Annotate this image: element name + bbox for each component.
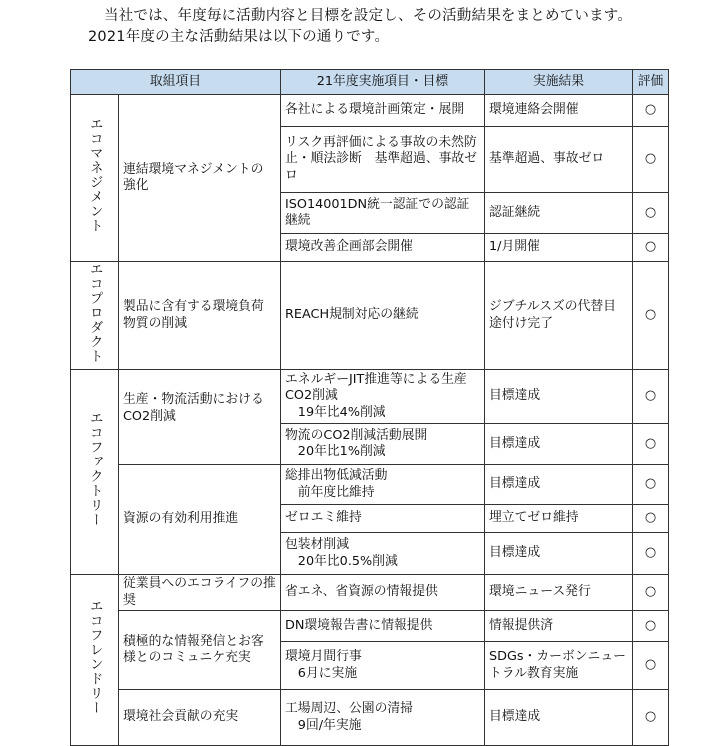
result-cell: 目標達成 (485, 370, 633, 424)
result-cell: SDGs・カーボンニュートラル教育実施 (485, 642, 633, 690)
intro-line-2: 2021年度の主な活動結果は以下の通りです。 (88, 29, 390, 45)
plan-cell: ISO14001DN統一認証での認証継続 (281, 193, 485, 234)
result-cell: 目標達成 (485, 533, 633, 575)
result-cell: 目標達成 (485, 690, 633, 746)
result-cell: 環境連絡会開催 (485, 95, 633, 127)
table-row (71, 370, 669, 424)
plan-cell: ゼロエミ維持 (281, 505, 485, 533)
plan-cell: REACH規制対応の継続 (281, 262, 485, 370)
category-eco-management: エコマネジメント (71, 95, 119, 262)
activity-results-table (70, 69, 669, 746)
plan-cell: 環境改善企画部会開催 (281, 234, 485, 262)
item-product-substances: 製品に含有する環境負荷物質の削減 (119, 262, 281, 370)
item-social-contribution: 環境社会貢献の充実 (119, 690, 281, 746)
plan-cell: エネルギーJIT推進等による生産CO2削減 19年比4%削減 (281, 370, 485, 424)
table-row (71, 611, 669, 642)
result-cell: 基準超過、事故ゼロ (485, 127, 633, 193)
intro-text (88, 6, 632, 48)
plan-cell: 包装材削減 20年比0.5%削減 (281, 533, 485, 575)
eval-cell: ○ (633, 424, 669, 465)
plan-cell: 物流のCO2削減活動展開 20年比1%削減 (281, 424, 485, 465)
item-consolidated-env: 連結環境マネジメントの強化 (119, 95, 281, 262)
eval-cell: ○ (633, 262, 669, 370)
table-row (71, 575, 669, 611)
plan-cell: 工場周辺、公園の清掃 9回/年実施 (281, 690, 485, 746)
item-eco-life: 従業員へのエコライフの推奨 (119, 575, 281, 611)
result-cell: 環境ニュース発行 (485, 575, 633, 611)
eval-cell: ○ (633, 127, 669, 193)
result-cell: ジブチルスズの代替目途付け完了 (485, 262, 633, 370)
result-cell: 目標達成 (485, 424, 633, 465)
result-cell: 目標達成 (485, 465, 633, 505)
plan-cell: 総排出物低減活動 前年度比維持 (281, 465, 485, 505)
table-row (71, 465, 669, 505)
eval-cell: ○ (633, 533, 669, 575)
eval-cell: ○ (633, 575, 669, 611)
result-cell: 認証継続 (485, 193, 633, 234)
plan-cell: リスク再評価による事故の未然防止・順法診断 基準超過、事故ゼロ (281, 127, 485, 193)
plan-cell: 各社による環境計画策定・展開 (281, 95, 485, 127)
header-plan: 21年度実施項目・目標 (281, 70, 485, 95)
eval-cell: ○ (633, 370, 669, 424)
table-row (71, 262, 669, 370)
eval-cell: ○ (633, 193, 669, 234)
item-co2-reduction: 生産・物流活動におけるCO2削減 (119, 370, 281, 465)
header-eval: 評価 (633, 70, 669, 95)
eval-cell: ○ (633, 690, 669, 746)
item-communication: 積極的な情報発信とお客様とのコミュニケ充実 (119, 611, 281, 690)
eval-cell: ○ (633, 234, 669, 262)
header-item: 取組項目 (71, 70, 281, 95)
plan-cell: DN環境報告書に情報提供 (281, 611, 485, 642)
eval-cell: ○ (633, 642, 669, 690)
header-result: 実施結果 (485, 70, 633, 95)
category-eco-friendly: エコフレンドリー (71, 575, 119, 746)
item-resource-use: 資源の有効利用推進 (119, 465, 281, 575)
eval-cell: ○ (633, 95, 669, 127)
eval-cell: ○ (633, 465, 669, 505)
plan-cell: 省エネ、省資源の情報提供 (281, 575, 485, 611)
category-eco-product: エコプロダクト (71, 262, 119, 370)
header-row (71, 70, 669, 95)
result-cell: 埋立てゼロ維持 (485, 505, 633, 533)
category-eco-factory: エコファクトリー (71, 370, 119, 575)
table-row (71, 95, 669, 127)
eval-cell: ○ (633, 505, 669, 533)
plan-cell: 環境月間行事 6月に実施 (281, 642, 485, 690)
result-cell: 1/月開催 (485, 234, 633, 262)
intro-line-1: 当社では、年度毎に活動内容と目標を設定し、その活動結果をまとめています。 (104, 8, 633, 24)
eval-cell: ○ (633, 611, 669, 642)
table-row (71, 690, 669, 746)
result-cell: 情報提供済 (485, 611, 633, 642)
